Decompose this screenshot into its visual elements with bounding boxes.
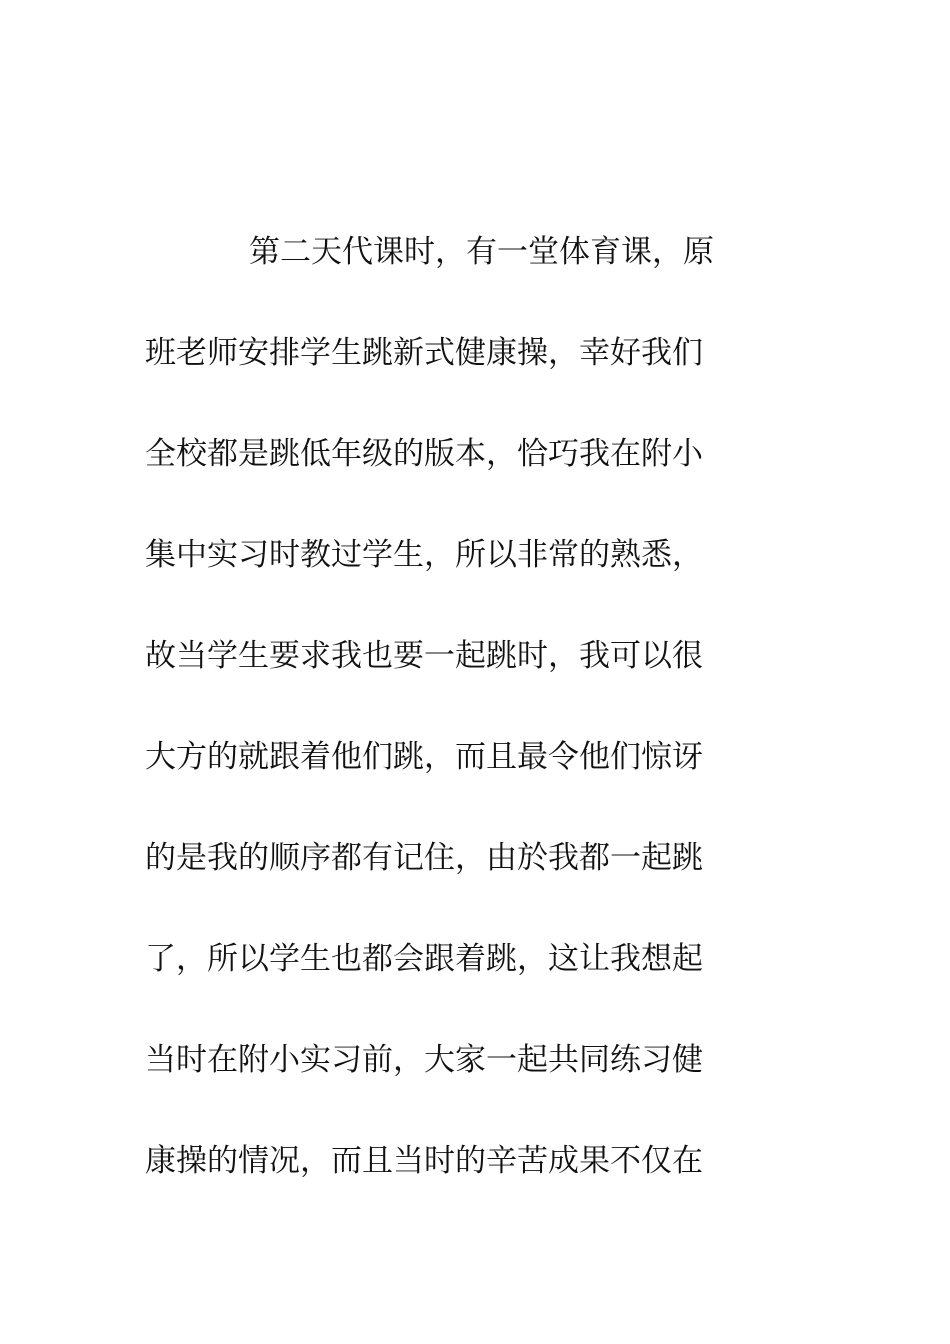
text-line: 当时在附小实习前，大家一起共同练习健 (145, 1042, 703, 1078)
text-line: 第二天代课时，有一堂体育课，原 (249, 234, 714, 270)
text-line: 全校都是跳低年级的版本，恰巧我在附小 (145, 436, 703, 472)
text-line: 故当学生要求我也要一起跳时，我可以很 (145, 638, 703, 674)
text-line: 了，所以学生也都会跟着跳，这让我想起 (145, 941, 703, 977)
body-paragraph (145, 222, 785, 1232)
text-line: 康操的情况，而且当时的辛苦成果不仅在 (145, 1143, 703, 1179)
text-line: 集中实习时教过学生，所以非常的熟悉， (145, 537, 703, 573)
text-line: 大方的就跟着他们跳，而且最令他们惊讶 (145, 739, 703, 775)
text-line: 的是我的顺序都有记住，由於我都一起跳 (145, 840, 703, 876)
text-line: 班老师安排学生跳新式健康操，幸好我们 (145, 335, 703, 371)
